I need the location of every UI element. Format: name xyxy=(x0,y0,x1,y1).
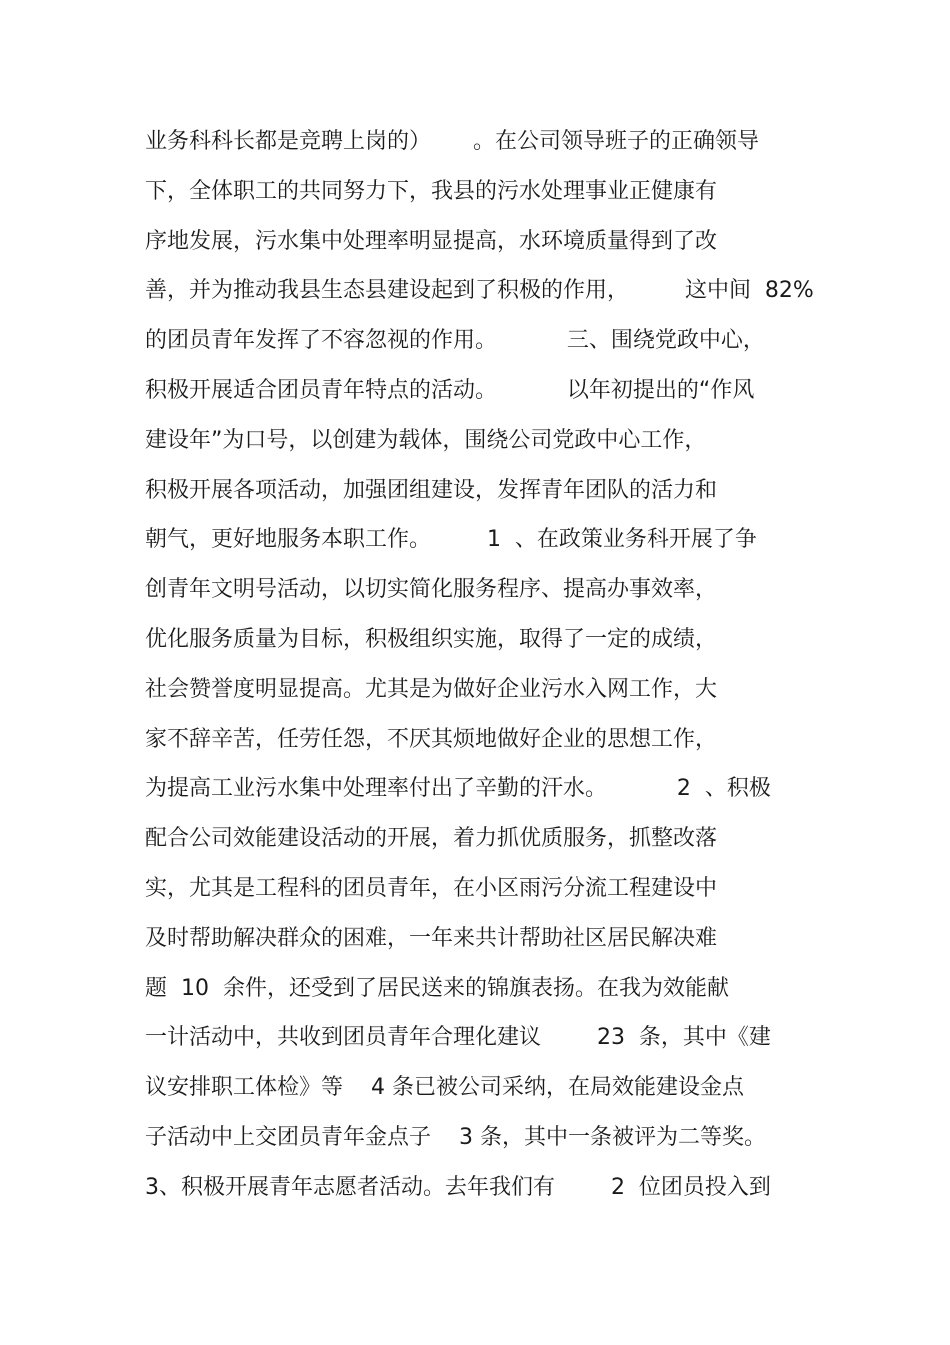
text-line: 善，并为推动我县生态县建设起到了积极的作用， 这中间 82% xyxy=(145,278,814,304)
text-line: 建设年”为口号，以创建为载体，围绕公司党政中心工作， xyxy=(145,427,707,453)
text-line: 一计活动中，共收到团员青年合理化建议 23 条，其中《建 xyxy=(145,1025,771,1051)
text-line: 配合公司效能建设活动的开展，着力抓优质服务，抓整改落 xyxy=(145,826,718,852)
body-text xyxy=(145,122,825,1218)
text-line: 积极开展各项活动，加强团组建设，发挥青年团队的活力和 xyxy=(145,477,718,503)
text-line: 家不辞辛苦，任劳任怨，不厌其烦地做好企业的思想工作， xyxy=(145,726,718,752)
text-line: 3、积极开展青年志愿者活动。去年我们有 2 位团员投入到 xyxy=(145,1174,771,1200)
text-line: 议安排职工体检》等 4 条已被公司采纳，在局效能建设金点 xyxy=(145,1075,744,1101)
text-line: 朝气，更好地服务本职工作。 1 、在政策业务科开展了争 xyxy=(145,527,757,553)
text-line: 下，全体职工的共同努力下，我县的污水处理事业正健康有 xyxy=(145,178,718,204)
text-line: 子活动中上交团员青年金点子 3 条，其中一条被评为二等奖。 xyxy=(145,1124,766,1150)
text-line: 为提高工业污水集中处理率付出了辛勤的汗水。 2 、积极 xyxy=(145,776,771,802)
text-line: 题 10 余件，还受到了居民送来的锦旗表扬。在我为效能献 xyxy=(145,975,729,1001)
text-line: 实，尤其是工程科的团员青年，在小区雨污分流工程建设中 xyxy=(145,875,718,901)
text-line: 的团员青年发挥了不容忽视的作用。 三、围绕党政中心， xyxy=(145,328,765,354)
text-line: 社会赞誉度明显提高。尤其是为做好企业污水入网工作，大 xyxy=(145,676,718,702)
text-line: 创青年文明号活动，以切实简化服务程序、提高办事效率， xyxy=(145,577,718,603)
text-line: 优化服务质量为目标，积极组织实施，取得了一定的成绩， xyxy=(145,626,718,652)
text-line: 业务科科长都是竞聘上岗的） 。在公司领导班子的正确领导 xyxy=(145,129,759,154)
text-line: 序地发展，污水集中处理率明显提高，水环境质量得到了改 xyxy=(145,228,718,254)
text-line: 积极开展适合团员青年特点的活动。 以年初提出的“作风 xyxy=(145,377,755,403)
text-line: 及时帮助解决群众的困难，一年来共计帮助社区居民解决难 xyxy=(145,925,718,951)
